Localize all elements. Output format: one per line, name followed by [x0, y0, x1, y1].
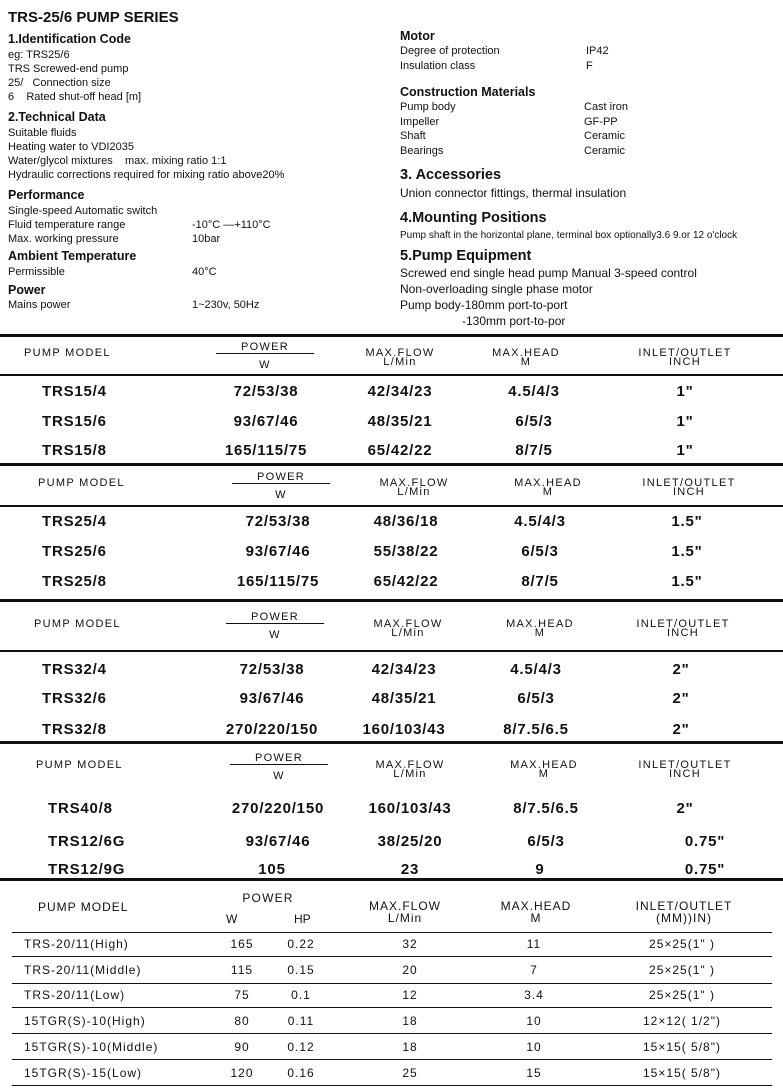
table-cell-power: 93/67/46 — [245, 543, 311, 560]
table-cell-flow: 48/36/18 — [373, 513, 439, 530]
ident-heading: 1.Identification Code — [8, 32, 131, 46]
table-cell-power: 270/220/150 — [231, 800, 325, 817]
equipment-line: Non-overloading single phase motor — [400, 282, 593, 296]
table-cell-head: 6/5/3 — [515, 413, 553, 430]
equipment-heading: 5.Pump Equipment — [400, 248, 532, 264]
col-header-head-unit: M — [542, 486, 554, 498]
table-cell-flow: 42/34/23 — [367, 383, 433, 400]
table-rule — [0, 878, 783, 881]
table-cell-model: TRS25/8 — [42, 573, 107, 590]
col-header-flow: MAX.FLOW — [368, 899, 441, 913]
col-header-flow: MAX.FLOW — [379, 477, 449, 489]
col-header-power: POWER — [230, 753, 328, 765]
table6-cell-model: 15TGR(S)-10(Middle) — [24, 1040, 159, 1054]
table-cell-flow: 160/103/43 — [362, 721, 446, 738]
table6-cell-inlet: 25×25(1" ) — [649, 937, 715, 951]
table-cell-power: 72/53/38 — [233, 383, 299, 400]
table-cell-flow: 38/25/20 — [377, 833, 443, 850]
equipment-line: -130mm port-to-por — [462, 314, 566, 328]
col-header-power: POWER — [242, 891, 294, 905]
table6-cell-head: 10 — [526, 1014, 542, 1028]
table-cell-head: 6/5/3 — [517, 690, 555, 707]
table-cell-inlet: 2" — [672, 690, 690, 707]
col-header-hp: HP — [294, 912, 311, 926]
ident-line: eg: TRS25/6 — [8, 49, 70, 61]
col-header-flow-unit: L/Min — [393, 768, 427, 780]
table-cell-power: 93/67/46 — [233, 413, 299, 430]
table6-cell-model: TRS-20/11(High) — [24, 937, 129, 951]
table-cell-flow: 23 — [400, 861, 420, 878]
table-cell-power: 72/53/38 — [239, 661, 305, 678]
table6-cell-w: 80 — [234, 1014, 250, 1028]
mounting-heading: 4.Mounting Positions — [400, 210, 547, 226]
table-cell-flow: 55/38/22 — [373, 543, 439, 560]
table6-cell-model: TRS-20/11(Low) — [24, 988, 126, 1002]
table-rule — [12, 1033, 772, 1034]
col-header-head: MAX.HEAD — [510, 759, 578, 771]
tech-line: Water/glycol mixtures max. mixing ratio 1:1 — [8, 155, 227, 167]
col-header-head: MAX.HEAD — [514, 477, 582, 489]
col-header-head-unit: M — [538, 768, 550, 780]
table-cell-head: 8/7.5/6.5 — [513, 800, 579, 817]
material-value: GF-PP — [584, 116, 618, 128]
table-cell-flow: 65/42/22 — [367, 442, 433, 459]
pressure-label: Max. working pressure — [8, 233, 119, 245]
tech-line: Hydraulic corrections required for mixing ratio above20% — [8, 169, 285, 181]
ambient-label: Permissible — [8, 266, 65, 278]
table-cell-inlet: 0.75" — [684, 861, 726, 878]
col-header-inlet-unit: INCH — [666, 627, 700, 639]
col-header-inlet-unit: (MM))IN) — [656, 911, 712, 925]
table-cell-head: 6/5/3 — [521, 543, 559, 560]
table-rule — [0, 505, 783, 507]
accessories-heading: 3. Accessories — [400, 167, 502, 183]
power-label: Mains power — [8, 299, 71, 311]
col-header-inlet: INLET/OUTLET — [635, 899, 733, 913]
col-header-power-unit: W — [273, 770, 285, 782]
table6-cell-flow: 18 — [402, 1014, 418, 1028]
table6-cell-hp: 0.15 — [287, 963, 315, 977]
tech-line: Suitable fluids — [8, 127, 77, 139]
table-cell-inlet: 1.5" — [671, 543, 703, 560]
table-rule — [12, 983, 772, 984]
table6-cell-flow: 18 — [402, 1040, 418, 1054]
col-header-flow-unit: L/Min — [397, 486, 431, 498]
table-rule — [12, 1007, 772, 1008]
power-value: 1~230v, 50Hz — [192, 299, 260, 311]
table-cell-head: 4.5/4/3 — [508, 383, 560, 400]
table-cell-head: 6/5/3 — [527, 833, 565, 850]
table-cell-power: 165/115/75 — [236, 573, 320, 590]
power-heading: Power — [8, 283, 46, 297]
col-header-head: MAX.HEAD — [500, 899, 572, 913]
table6-cell-inlet: 15×15( 5/8") — [643, 1040, 721, 1054]
table-cell-head: 8/7/5 — [521, 573, 559, 590]
table-cell-model: TRS25/6 — [42, 543, 107, 560]
table-cell-power: 93/67/46 — [239, 690, 305, 707]
table-cell-flow: 48/35/21 — [367, 413, 433, 430]
col-header-model: PUMP MODEL — [38, 477, 125, 489]
motor-label: Insulation class — [400, 60, 476, 72]
table6-cell-head: 7 — [530, 963, 538, 977]
performance-heading: Performance — [8, 188, 85, 202]
table6-cell-model: 15TGR(S)-15(Low) — [24, 1066, 143, 1080]
table6-cell-head: 3.4 — [524, 988, 544, 1002]
col-header-head-unit: M — [520, 356, 532, 368]
table-cell-inlet: 1" — [676, 442, 694, 459]
col-header-inlet: INLET/OUTLET — [642, 477, 736, 489]
table-cell-power: 105 — [258, 861, 286, 878]
table-cell-model: TRS25/4 — [42, 513, 107, 530]
col-header-flow-unit: L/Min — [383, 356, 417, 368]
col-header-inlet-unit: INCH — [668, 768, 702, 780]
tech-line: Heating water to VDI2035 — [8, 141, 134, 153]
table-cell-inlet: 2" — [672, 661, 690, 678]
table-cell-flow: 42/34/23 — [371, 661, 437, 678]
accessories-text: Union connector fittings, thermal insulation — [400, 186, 627, 200]
motor-heading: Motor — [400, 29, 435, 43]
col-header-inlet-unit: INCH — [672, 486, 706, 498]
table-cell-head: 8/7/5 — [515, 442, 553, 459]
material-label: Shaft — [400, 130, 426, 142]
table-rule — [0, 599, 783, 602]
ident-line: 25/ Connection size — [8, 77, 111, 89]
table-cell-model: TRS32/4 — [42, 661, 107, 678]
col-header-power-unit: W — [275, 489, 287, 501]
table6-cell-flow: 20 — [402, 963, 418, 977]
table6-cell-w: 120 — [230, 1066, 254, 1080]
table6-cell-hp: 0.11 — [287, 1014, 315, 1028]
table6-cell-inlet: 15×15( 5/8") — [643, 1066, 721, 1080]
table-cell-power: 165/115/75 — [224, 442, 308, 459]
col-header-inlet: INLET/OUTLET — [638, 347, 732, 359]
col-header-flow: MAX.FLOW — [365, 347, 435, 359]
table6-cell-w: 90 — [234, 1040, 250, 1054]
table6-cell-flow: 12 — [402, 988, 418, 1002]
col-header-flow: MAX.FLOW — [375, 759, 445, 771]
table-cell-power: 93/67/46 — [245, 833, 311, 850]
col-header-inlet: INLET/OUTLET — [638, 759, 732, 771]
motor-label: Degree of protection — [400, 45, 500, 57]
table-cell-flow: 65/42/22 — [373, 573, 439, 590]
col-header-inlet: INLET/OUTLET — [636, 618, 730, 630]
equipment-line: Screwed end single head pump Manual 3-speed control — [400, 266, 697, 280]
table6-cell-hp: 0.12 — [287, 1040, 315, 1054]
table6-cell-head: 11 — [526, 937, 542, 951]
ambient-heading: Ambient Temperature — [8, 249, 137, 263]
table-cell-model: TRS15/8 — [42, 442, 107, 459]
col-header-flow-unit: L/Min — [391, 627, 425, 639]
col-header-inlet-unit: INCH — [668, 356, 702, 368]
col-header-power: POWER — [226, 612, 324, 624]
col-header-power-unit: W — [259, 359, 271, 371]
table-cell-inlet: 1.5" — [671, 513, 703, 530]
table-rule — [0, 463, 783, 466]
table-cell-inlet: 2" — [672, 721, 690, 738]
table6-cell-w: 75 — [234, 988, 250, 1002]
table6-cell-inlet: 25×25(1" ) — [649, 963, 715, 977]
material-value: Cast iron — [584, 101, 629, 113]
table-cell-model: TRS15/4 — [42, 383, 107, 400]
material-value: Ceramic — [584, 145, 625, 157]
table-cell-model: TRS15/6 — [42, 413, 107, 430]
fluid-temp-value: -10°C —+110°C — [192, 219, 271, 231]
ident-line: TRS Screwed-end pump — [8, 63, 129, 75]
col-header-flow: MAX.FLOW — [373, 618, 443, 630]
col-header-power: POWER — [232, 472, 330, 484]
table6-cell-w: 115 — [230, 963, 254, 977]
ambient-value: 40°C — [192, 266, 217, 278]
material-value: Ceramic — [584, 130, 625, 142]
table-cell-head: 4.5/4/3 — [514, 513, 566, 530]
table-rule — [12, 956, 772, 957]
table6-cell-hp: 0.22 — [287, 937, 315, 951]
table-cell-flow: 160/103/43 — [368, 800, 452, 817]
performance-line: Single-speed Automatic switch — [8, 205, 158, 217]
col-header-model: PUMP MODEL — [24, 347, 111, 359]
table6-cell-head: 15 — [526, 1066, 542, 1080]
table6-cell-model: TRS-20/11(Middle) — [24, 963, 142, 977]
col-header-w: W — [226, 912, 238, 926]
table6-cell-hp: 0.16 — [287, 1066, 315, 1080]
col-header-head-unit: M — [530, 911, 542, 925]
table-cell-head: 9 — [535, 861, 545, 878]
col-header-model: PUMP MODEL — [38, 900, 129, 914]
table-cell-model: TRS32/6 — [42, 690, 107, 707]
material-label: Pump body — [400, 101, 456, 113]
col-header-head: MAX.HEAD — [506, 618, 574, 630]
table6-cell-model: 15TGR(S)-10(High) — [24, 1014, 146, 1028]
table-rule — [12, 1059, 772, 1060]
table-cell-power: 270/220/150 — [225, 721, 319, 738]
pressure-value: 10bar — [192, 233, 221, 245]
page-title: TRS-25/6 PUMP SERIES — [8, 9, 179, 26]
motor-value: IP42 — [586, 45, 609, 57]
col-header-flow-unit: L/Min — [387, 911, 423, 925]
table-cell-flow: 48/35/21 — [371, 690, 437, 707]
table6-cell-flow: 25 — [402, 1066, 418, 1080]
table-rule — [12, 1085, 772, 1086]
material-label: Bearings — [400, 145, 444, 157]
col-header-head: MAX.HEAD — [492, 347, 560, 359]
material-label: Impeller — [400, 116, 440, 128]
mounting-text: Pump shaft in the horizontal plane, terminal box optionally3.6 9.or 12 o'clock — [400, 230, 738, 241]
table-cell-inlet: 1" — [676, 383, 694, 400]
table6-cell-inlet: 12×12( 1/2") — [643, 1014, 721, 1028]
col-header-model: PUMP MODEL — [36, 759, 123, 771]
equipment-line: Pump body-180mm port-to-port — [400, 298, 568, 312]
table-cell-inlet: 1.5" — [671, 573, 703, 590]
table-cell-inlet: 1" — [676, 413, 694, 430]
table-rule — [12, 932, 772, 933]
table-cell-head: 4.5/4/3 — [510, 661, 562, 678]
table-cell-head: 8/7.5/6.5 — [503, 721, 569, 738]
table6-cell-inlet: 25×25(1" ) — [649, 988, 715, 1002]
table6-cell-w: 165 — [230, 937, 254, 951]
materials-heading: Construction Materials — [400, 85, 536, 99]
ident-line: 6 Rated shut-off head [m] — [8, 91, 142, 103]
col-header-power: POWER — [216, 342, 314, 354]
table6-cell-flow: 32 — [402, 937, 418, 951]
table-cell-inlet: 2" — [676, 800, 694, 817]
table-rule — [0, 374, 783, 376]
col-header-model: PUMP MODEL — [34, 618, 121, 630]
table-cell-power: 72/53/38 — [245, 513, 311, 530]
tech-heading: 2.Technical Data — [8, 110, 106, 124]
table-cell-model: TRS12/6G — [48, 833, 126, 850]
table-rule — [0, 741, 783, 744]
table6-cell-head: 10 — [526, 1040, 542, 1054]
table-rule — [0, 650, 783, 652]
table-cell-inlet: 0.75" — [684, 833, 726, 850]
table-cell-model: TRS40/8 — [48, 800, 113, 817]
table-cell-model: TRS12/9G — [48, 861, 126, 878]
motor-value: F — [586, 60, 593, 72]
fluid-temp-label: Fluid temperature range — [8, 219, 126, 231]
table-rule — [0, 334, 783, 337]
table-cell-model: TRS32/8 — [42, 721, 107, 738]
table6-cell-hp: 0.1 — [291, 988, 311, 1002]
col-header-power-unit: W — [269, 629, 281, 641]
col-header-head-unit: M — [534, 627, 546, 639]
